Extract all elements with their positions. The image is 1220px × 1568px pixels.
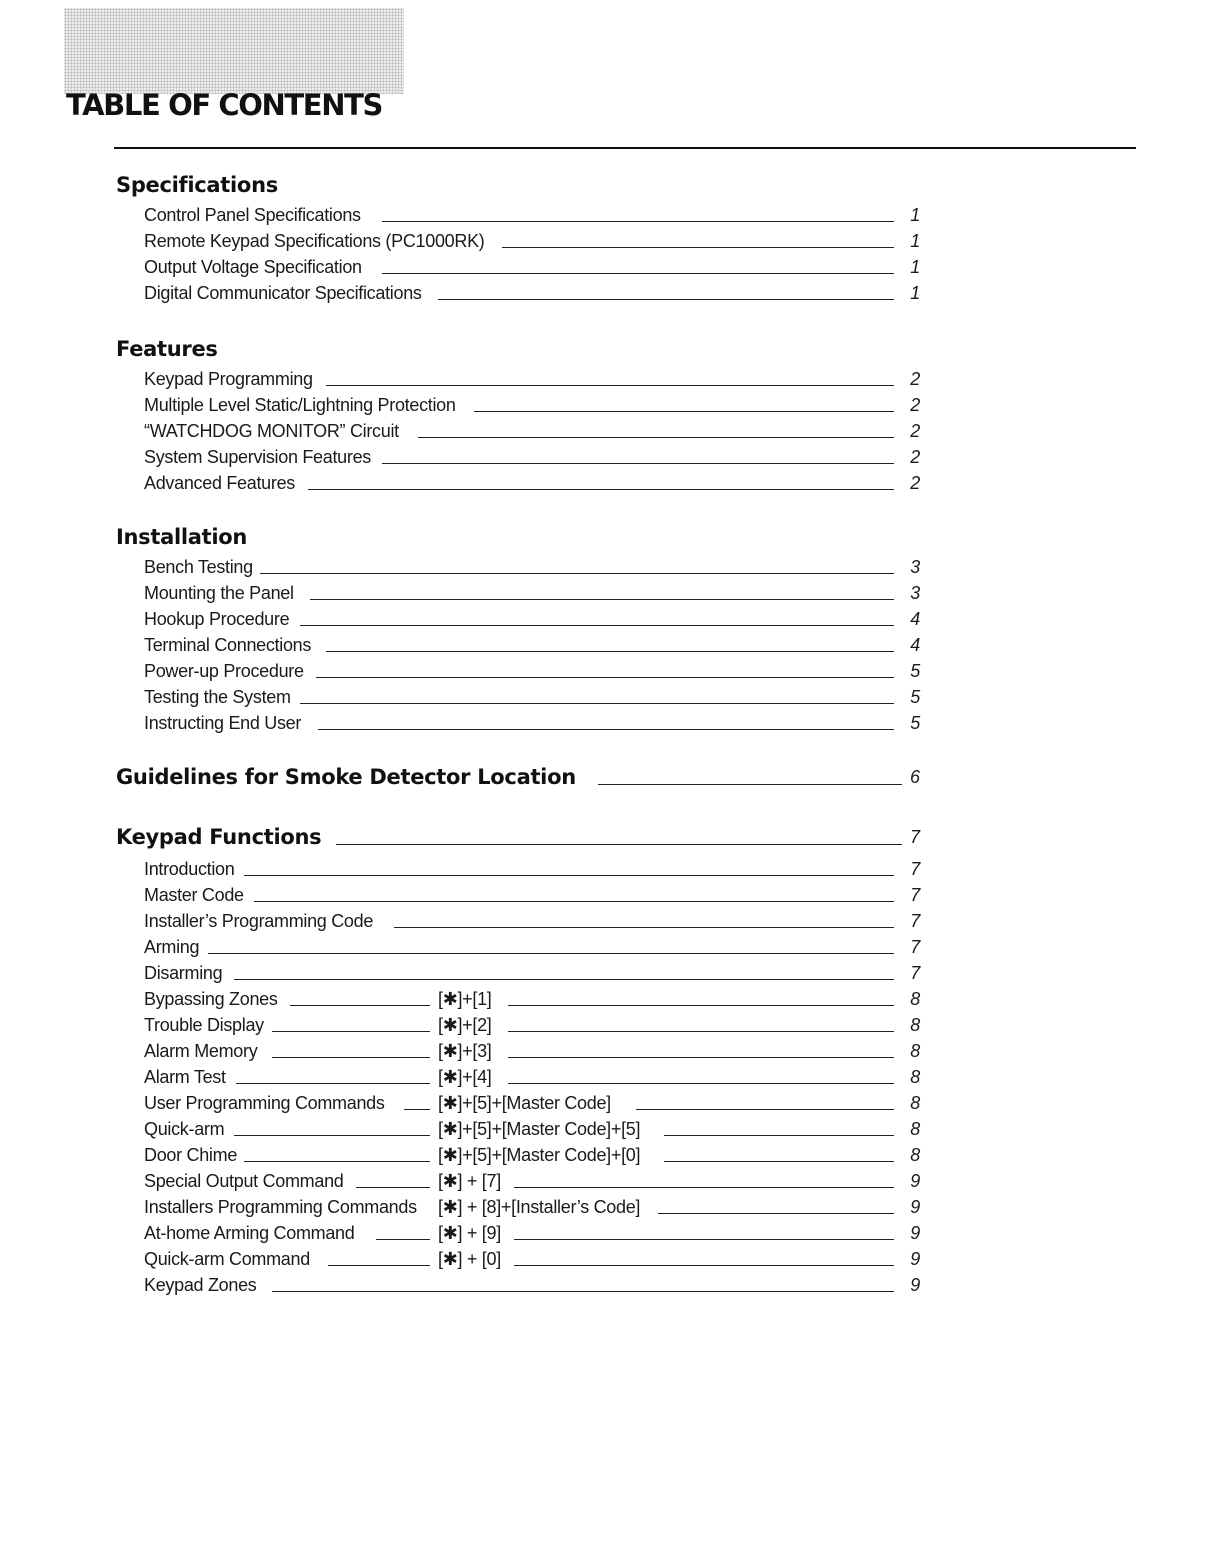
section-heading-features: Features xyxy=(116,337,218,361)
toc-entry[interactable] xyxy=(144,1142,920,1168)
toc-entry[interactable] xyxy=(144,710,920,736)
section-heading-smoke-detector-guidelines: Guidelines for Smoke Detector Location xyxy=(116,765,576,789)
entry-label: At-home Arming Command xyxy=(144,1220,358,1246)
page-number: 9 xyxy=(910,1197,920,1217)
page-number: 5 xyxy=(910,661,920,681)
page-number: 9 xyxy=(910,1171,920,1191)
entry-label: Installer’s Programming Code xyxy=(144,908,377,934)
page-number: 1 xyxy=(910,231,920,251)
entry-label: User Programming Commands xyxy=(144,1090,389,1116)
entry-label: Quick-arm Command xyxy=(144,1246,314,1272)
entry-label: Keypad Zones xyxy=(144,1272,260,1298)
entry-label: “WATCHDOG MONITOR” Circuit xyxy=(144,418,403,444)
page-number: 9 xyxy=(910,1223,920,1243)
page-number: 8 xyxy=(910,1093,920,1113)
leader-line xyxy=(514,1239,894,1240)
entry-label: System Supervision Features xyxy=(144,444,375,470)
toc-entry[interactable] xyxy=(144,986,920,1012)
toc-entry[interactable] xyxy=(144,1116,920,1142)
page-number: 2 xyxy=(910,369,920,389)
toc-entry[interactable] xyxy=(144,908,920,934)
page-number: 1 xyxy=(910,283,920,303)
entry-label: Mounting the Panel xyxy=(144,580,298,606)
leader-line xyxy=(328,1265,430,1266)
page-number: 3 xyxy=(910,583,920,603)
leader-line xyxy=(418,437,894,438)
leader-line xyxy=(244,875,894,876)
toc-entry[interactable] xyxy=(144,632,920,658)
toc-entry[interactable] xyxy=(144,1064,920,1090)
leader-line xyxy=(438,299,894,300)
entry-label: Special Output Command xyxy=(144,1168,348,1194)
leader-line xyxy=(394,927,894,928)
leader-line xyxy=(208,953,894,954)
leader-line xyxy=(244,1161,430,1162)
leader-line xyxy=(508,1005,894,1006)
leader-line xyxy=(508,1057,894,1058)
toc-entry[interactable] xyxy=(144,606,920,632)
toc-entry[interactable] xyxy=(144,392,920,418)
entry-label: Multiple Level Static/Lightning Protection xyxy=(144,392,460,418)
toc-entry[interactable] xyxy=(144,1090,920,1116)
leader-line xyxy=(326,385,894,386)
toc-entry[interactable] xyxy=(144,684,920,710)
leader-line xyxy=(326,651,894,652)
section-heading-keypad-functions: Keypad Functions xyxy=(116,825,322,849)
leader-line xyxy=(382,221,894,222)
page-title: TABLE OF CONTENTS xyxy=(66,88,382,122)
page-number: 8 xyxy=(910,1015,920,1035)
page-number: 4 xyxy=(910,635,920,655)
leader-line xyxy=(234,979,894,980)
entry-label: Alarm Test xyxy=(144,1064,230,1090)
entry-label: Digital Communicator Specifications xyxy=(144,280,426,306)
toc-entry[interactable] xyxy=(144,1012,920,1038)
page-number: 9 xyxy=(910,1275,920,1295)
entry-label: Disarming xyxy=(144,960,226,986)
toc-entry[interactable] xyxy=(144,1220,920,1246)
page-number: 2 xyxy=(910,447,920,467)
leader-line xyxy=(514,1187,894,1188)
leader-line xyxy=(658,1213,894,1214)
leader-line xyxy=(404,1109,430,1110)
toc-entry[interactable] xyxy=(144,470,920,496)
toc-entry[interactable] xyxy=(144,418,920,444)
page-number: 1 xyxy=(910,205,920,225)
page-number: 6 xyxy=(909,767,920,787)
header-shade-block xyxy=(64,8,404,94)
toc-entry[interactable] xyxy=(144,254,920,280)
leader-line xyxy=(234,1135,430,1136)
page-number: 8 xyxy=(910,989,920,1009)
toc-entry[interactable] xyxy=(144,1272,920,1298)
toc-entry[interactable] xyxy=(144,202,920,228)
section-heading-specifications: Specifications xyxy=(116,173,278,197)
title-rule xyxy=(114,147,1136,149)
leader-line xyxy=(474,411,894,412)
toc-entry[interactable] xyxy=(144,1038,920,1064)
leader-line xyxy=(310,599,894,600)
entry-label: Master Code xyxy=(144,882,248,908)
toc-entry[interactable] xyxy=(144,228,920,254)
leader-line xyxy=(260,573,894,574)
keypad-command: [✱]+[5]+[Master Code] xyxy=(438,1090,615,1116)
entry-label: Keypad Programming xyxy=(144,366,317,392)
keypad-command: [✱]+[5]+[Master Code]+[5] xyxy=(438,1116,644,1142)
leader-line xyxy=(290,1005,430,1006)
keypad-command: [✱]+[3] xyxy=(438,1038,496,1064)
leader-line xyxy=(382,463,894,464)
entry-label: Alarm Memory xyxy=(144,1038,261,1064)
page-number: 8 xyxy=(910,1119,920,1139)
leader-line xyxy=(236,1083,430,1084)
leader-line xyxy=(272,1031,430,1032)
page-number: 7 xyxy=(910,911,920,931)
leader-line xyxy=(318,729,894,730)
page-number: 3 xyxy=(910,557,920,577)
leader-line xyxy=(636,1109,894,1110)
page-number: 5 xyxy=(910,687,920,707)
entry-label: Bench Testing xyxy=(144,554,257,580)
leader-line xyxy=(300,703,894,704)
entry-label: Door Chime xyxy=(144,1142,241,1168)
page-number: 7 xyxy=(910,937,920,957)
entry-label: Hookup Procedure xyxy=(144,606,293,632)
entry-label: Output Voltage Specification xyxy=(144,254,366,280)
keypad-command: [✱] + [8]+[Installer’s Code] xyxy=(438,1194,644,1220)
page-number: 7 xyxy=(910,859,920,879)
toc-entry[interactable] xyxy=(144,658,920,684)
toc-entry[interactable] xyxy=(144,1194,920,1220)
entry-label: Quick-arm xyxy=(144,1116,228,1142)
toc-entry[interactable] xyxy=(144,934,920,960)
leader-line xyxy=(336,844,902,845)
leader-line xyxy=(664,1161,894,1162)
toc-entry[interactable] xyxy=(144,444,920,470)
entry-label: Installers Programming Commands xyxy=(144,1194,421,1220)
keypad-command: [✱] + [9] xyxy=(438,1220,505,1246)
leader-line xyxy=(376,1239,430,1240)
page-number: 7 xyxy=(909,827,920,847)
entry-label: Control Panel Specifications xyxy=(144,202,365,228)
leader-line xyxy=(382,273,894,274)
entry-label: Bypassing Zones xyxy=(144,986,282,1012)
page-number: 8 xyxy=(910,1041,920,1061)
leader-line xyxy=(508,1083,894,1084)
leader-line xyxy=(300,625,894,626)
toc-entry[interactable] xyxy=(144,856,920,882)
page-number: 9 xyxy=(910,1249,920,1269)
entry-label: Instructing End User xyxy=(144,710,305,736)
entry-label: Power-up Procedure xyxy=(144,658,308,684)
entry-label: Testing the System xyxy=(144,684,295,710)
toc-entry[interactable] xyxy=(144,554,920,580)
page-number: 2 xyxy=(910,473,920,493)
toc-entry[interactable] xyxy=(144,366,920,392)
leader-line xyxy=(514,1265,894,1266)
keypad-command: [✱]+[4] xyxy=(438,1064,496,1090)
page-number: 7 xyxy=(910,885,920,905)
leader-line xyxy=(502,247,894,248)
leader-line xyxy=(508,1031,894,1032)
toc-entry[interactable] xyxy=(144,280,920,306)
page-number: 2 xyxy=(910,395,920,415)
keypad-command: [✱] + [0] xyxy=(438,1246,505,1272)
entry-label: Remote Keypad Specifications (PC1000RK) xyxy=(144,228,488,254)
leader-line xyxy=(254,901,894,902)
toc-entry[interactable] xyxy=(144,580,920,606)
toc-entry[interactable] xyxy=(144,1168,920,1194)
page-number: 5 xyxy=(910,713,920,733)
entry-label: Terminal Connections xyxy=(144,632,315,658)
entry-label: Trouble Display xyxy=(144,1012,268,1038)
leader-line xyxy=(316,677,894,678)
toc-entry-keypad-functions[interactable] xyxy=(116,822,920,852)
page-number: 4 xyxy=(910,609,920,629)
leader-line xyxy=(598,784,902,785)
leader-line xyxy=(272,1057,430,1058)
entry-label: Advanced Features xyxy=(144,470,299,496)
toc-entry[interactable] xyxy=(144,1246,920,1272)
leader-line xyxy=(308,489,894,490)
section-heading-installation: Installation xyxy=(116,525,248,549)
keypad-command: [✱]+[5]+[Master Code]+[0] xyxy=(438,1142,644,1168)
leader-line xyxy=(664,1135,894,1136)
page-number: 1 xyxy=(910,257,920,277)
keypad-command: [✱]+[1] xyxy=(438,986,496,1012)
keypad-command: [✱]+[2] xyxy=(438,1012,496,1038)
keypad-command: [✱] + [7] xyxy=(438,1168,505,1194)
page-number: 2 xyxy=(910,421,920,441)
toc-entry[interactable] xyxy=(144,960,920,986)
page-number: 7 xyxy=(910,963,920,983)
leader-line xyxy=(356,1187,430,1188)
toc-entry[interactable] xyxy=(144,882,920,908)
toc-entry-smoke-detector-guidelines[interactable] xyxy=(116,762,920,792)
leader-line xyxy=(272,1291,894,1292)
entry-label: Arming xyxy=(144,934,203,960)
entry-label: Introduction xyxy=(144,856,238,882)
page-number: 8 xyxy=(910,1145,920,1165)
page-number: 8 xyxy=(910,1067,920,1087)
